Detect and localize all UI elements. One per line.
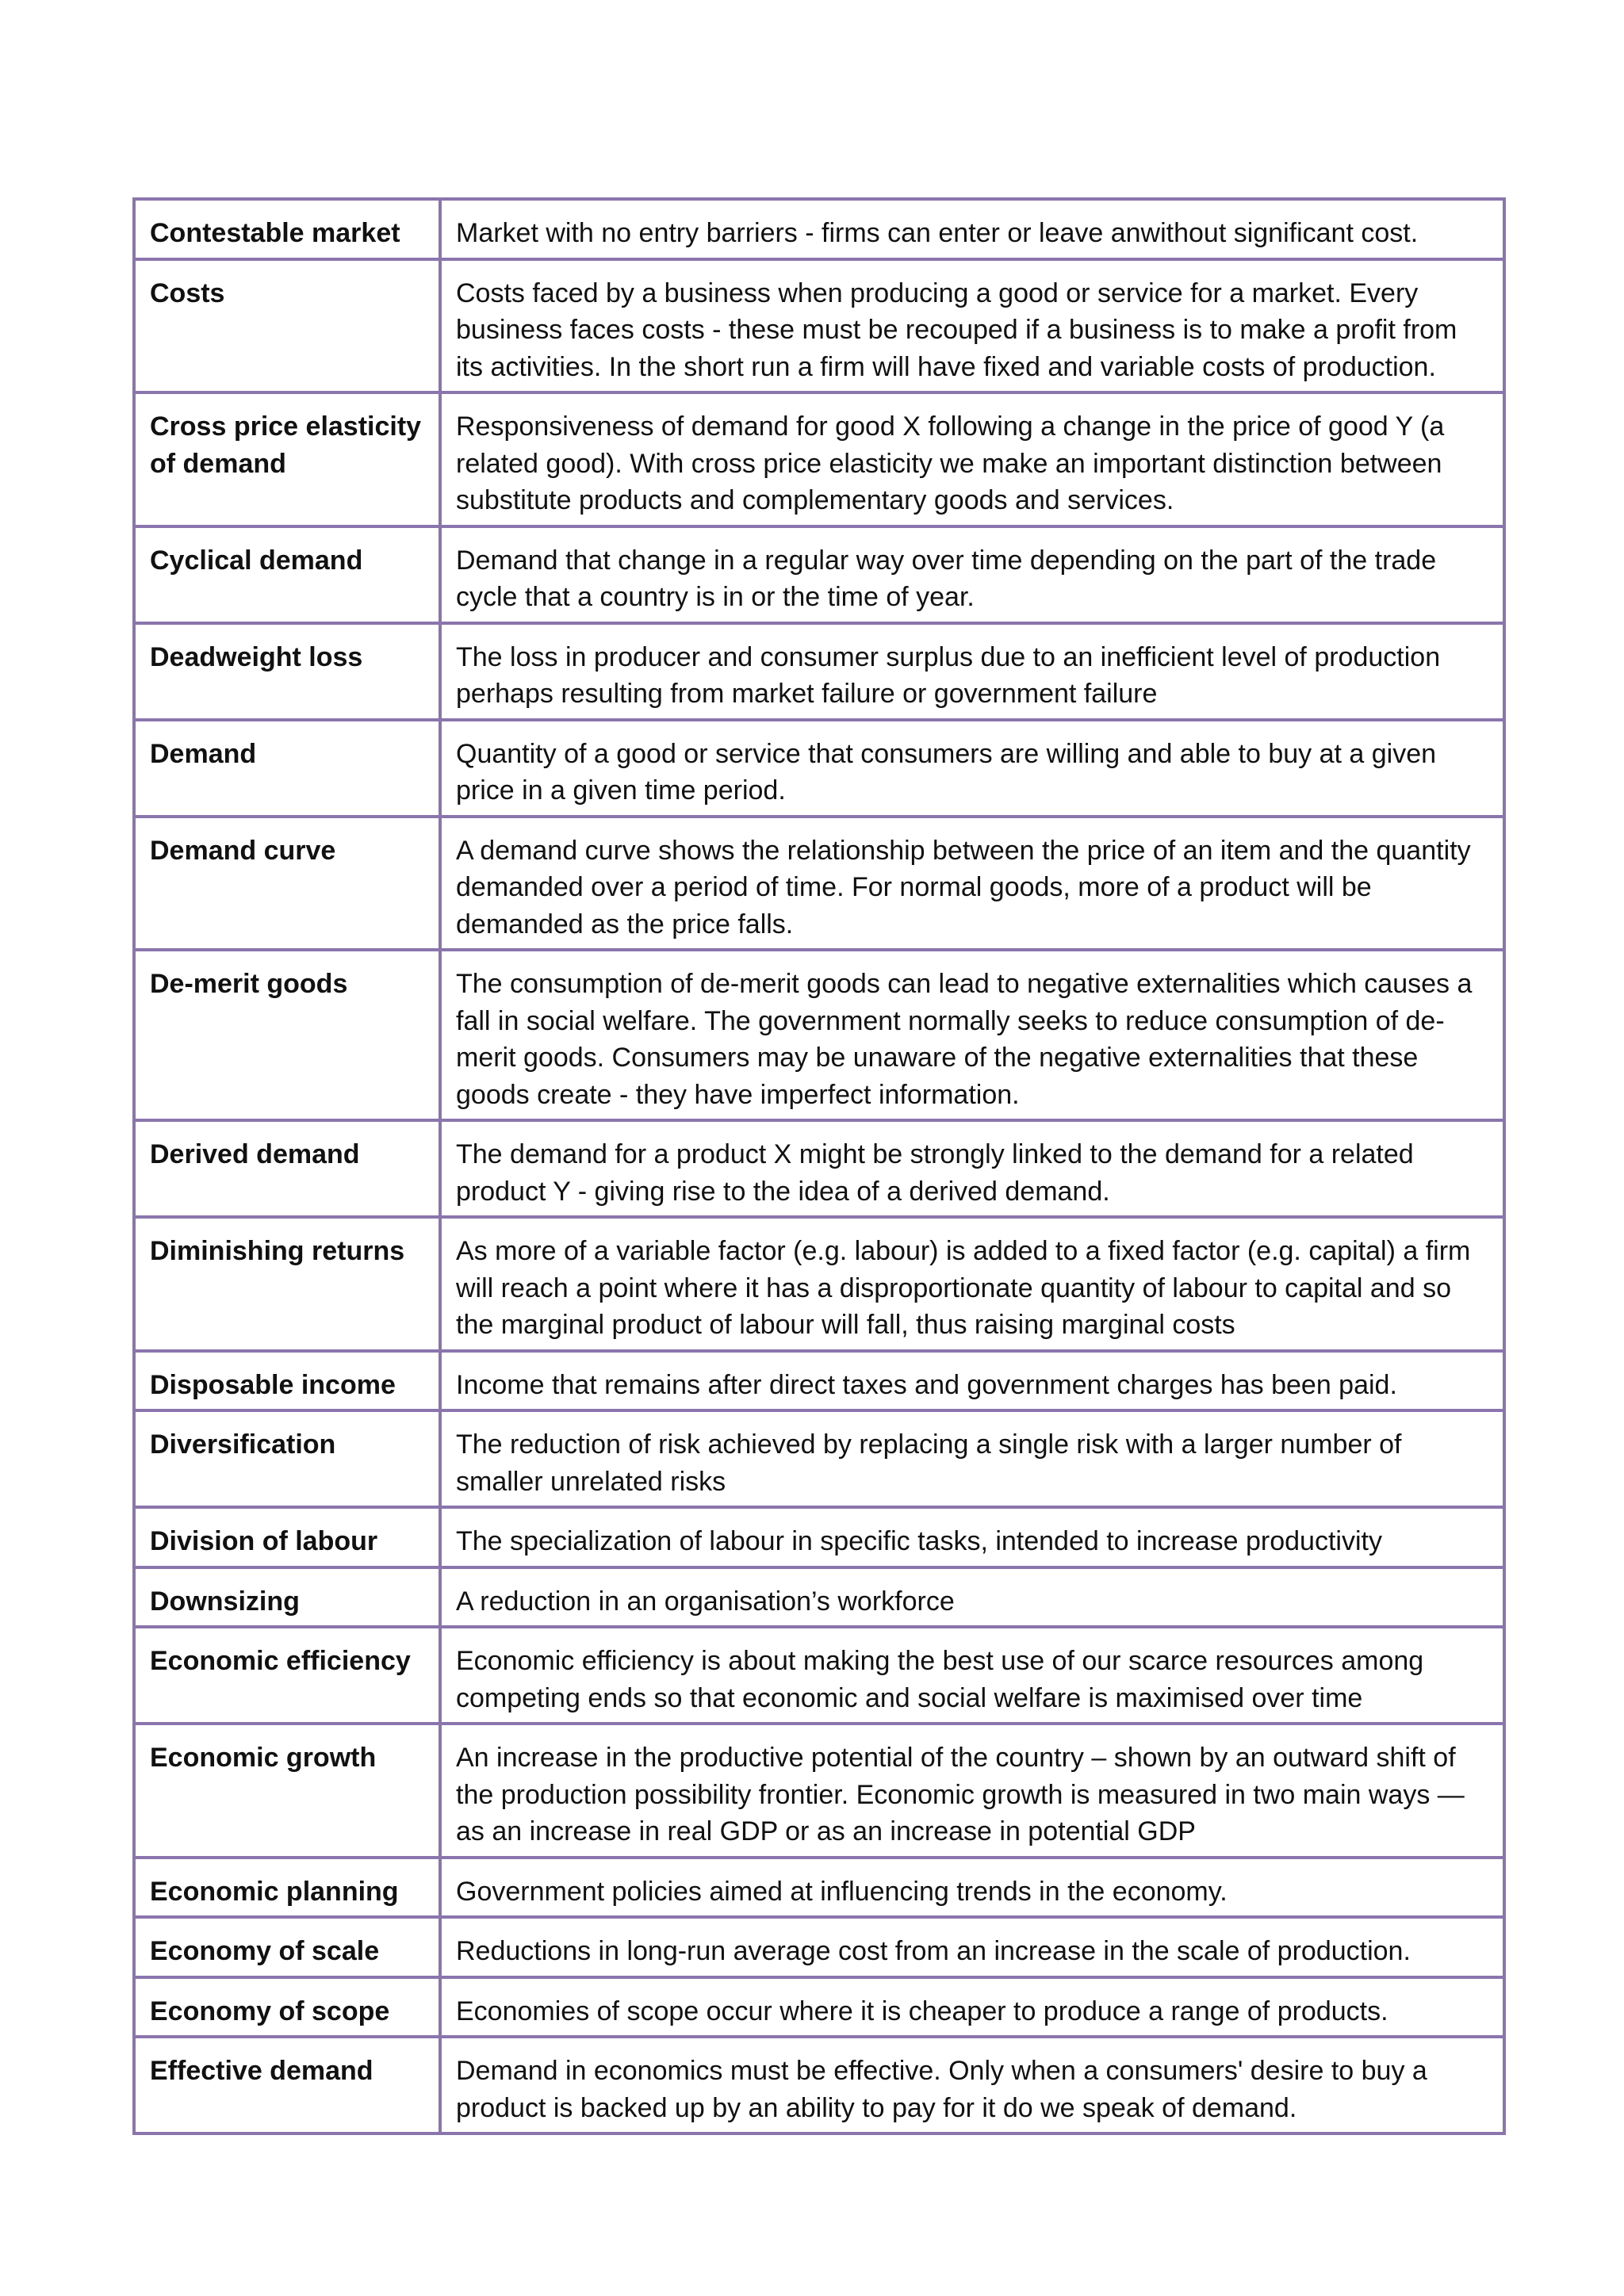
definition-cell: As more of a variable factor (e.g. labour) is added to a fixed factor (e.g. capital) a firm will reach a point where it has a disproportionate quantity of labour to capital and so the marginal product of labour will fall, thus raising marginal costs xyxy=(440,1217,1504,1351)
definition-cell: The reduction of risk achieved by replacing a single risk with a larger number of smaller unrelated risks xyxy=(440,1410,1504,1507)
table-row xyxy=(134,1120,1504,1217)
term-cell: Cyclical demand xyxy=(134,526,440,623)
term-cell: Economic planning xyxy=(134,1858,440,1918)
term-cell: Diminishing returns xyxy=(134,1217,440,1351)
term-cell: Cross price elasticity of demand xyxy=(134,392,440,526)
definition-cell: An increase in the productive potential of the country – shown by an outward shift of the production possibility frontier. Economic growth is measured in two main ways — as an increase in real GDP or as an increase in potential GDP xyxy=(440,1724,1504,1858)
table-row xyxy=(134,817,1504,951)
definition-cell: Income that remains after direct taxes and government charges has been paid. xyxy=(440,1351,1504,1411)
definition-cell: A reduction in an organisation’s workforce xyxy=(440,1567,1504,1628)
definition-cell: Demand in economics must be effective. Only when a consumers' desire to buy a product is backed up by an ability to pay for it do we speak of demand. xyxy=(440,2037,1504,2133)
definition-cell: Quantity of a good or service that consumers are willing and able to buy at a given price in a given time period. xyxy=(440,720,1504,817)
table-row xyxy=(134,1917,1504,1977)
term-cell: Derived demand xyxy=(134,1120,440,1217)
glossary-body xyxy=(134,199,1504,2133)
definition-cell: The consumption of de-merit goods can lead to negative externalities which causes a fall in social welfare. The government normally seeks to reduce consumption of de-merit goods. Consumers may be unaware of the negative externalities that these goods create - they have imperfect information. xyxy=(440,950,1504,1120)
glossary-table xyxy=(132,197,1506,2135)
definition-cell: Economies of scope occur where it is cheaper to produce a range of products. xyxy=(440,1977,1504,2038)
definition-cell: The demand for a product X might be strongly linked to the demand for a related product Y - giving rise to the idea of a derived demand. xyxy=(440,1120,1504,1217)
table-row xyxy=(134,259,1504,393)
definition-cell: Government policies aimed at influencing trends in the economy. xyxy=(440,1858,1504,1918)
definition-cell: A demand curve shows the relationship between the price of an item and the quantity demanded over a period of time. For normal goods, more of a product will be demanded as the price falls. xyxy=(440,817,1504,951)
table-row xyxy=(134,1410,1504,1507)
term-cell: De-merit goods xyxy=(134,950,440,1120)
table-row xyxy=(134,2037,1504,2133)
definition-cell: Costs faced by a business when producing a good or service for a market. Every business faces costs - these must be recouped if a business is to make a profit from its activities. In the short run a firm will have fixed and variable costs of production. xyxy=(440,259,1504,393)
table-row xyxy=(134,1507,1504,1567)
term-cell: Diversification xyxy=(134,1410,440,1507)
table-row xyxy=(134,392,1504,526)
definition-cell: Demand that change in a regular way over time depending on the part of the trade cycle that a country is in or the time of year. xyxy=(440,526,1504,623)
table-row xyxy=(134,1858,1504,1918)
definition-cell: Market with no entry barriers - firms can enter or leave anwithout significant cost. xyxy=(440,199,1504,259)
term-cell: Contestable market xyxy=(134,199,440,259)
table-row xyxy=(134,1724,1504,1858)
term-cell: Effective demand xyxy=(134,2037,440,2133)
term-cell: Economic growth xyxy=(134,1724,440,1858)
term-cell: Deadweight loss xyxy=(134,623,440,720)
definition-cell: The loss in producer and consumer surplus due to an inefficient level of production perhaps resulting from market failure or government failure xyxy=(440,623,1504,720)
term-cell: Downsizing xyxy=(134,1567,440,1628)
definition-cell: Responsiveness of demand for good X following a change in the price of good Y (a related good). With cross price elasticity we make an important distinction between substitute products and complementary goods and services. xyxy=(440,392,1504,526)
term-cell: Costs xyxy=(134,259,440,393)
term-cell: Demand xyxy=(134,720,440,817)
term-cell: Disposable income xyxy=(134,1351,440,1411)
term-cell: Economy of scale xyxy=(134,1917,440,1977)
table-row xyxy=(134,526,1504,623)
table-row xyxy=(134,720,1504,817)
definition-cell: Economic efficiency is about making the best use of our scarce resources among competing ends so that economic and social welfare is maximised over time xyxy=(440,1627,1504,1724)
table-row xyxy=(134,1351,1504,1411)
definition-cell: Reductions in long-run average cost from an increase in the scale of production. xyxy=(440,1917,1504,1977)
term-cell: Demand curve xyxy=(134,817,440,951)
table-row xyxy=(134,1977,1504,2038)
term-cell: Economic efficiency xyxy=(134,1627,440,1724)
definition-cell: The specialization of labour in specific tasks, intended to increase productivity xyxy=(440,1507,1504,1567)
table-row xyxy=(134,1567,1504,1628)
table-row xyxy=(134,1627,1504,1724)
table-row xyxy=(134,199,1504,259)
table-row xyxy=(134,1217,1504,1351)
table-row xyxy=(134,623,1504,720)
term-cell: Division of labour xyxy=(134,1507,440,1567)
term-cell: Economy of scope xyxy=(134,1977,440,2038)
table-row xyxy=(134,950,1504,1120)
